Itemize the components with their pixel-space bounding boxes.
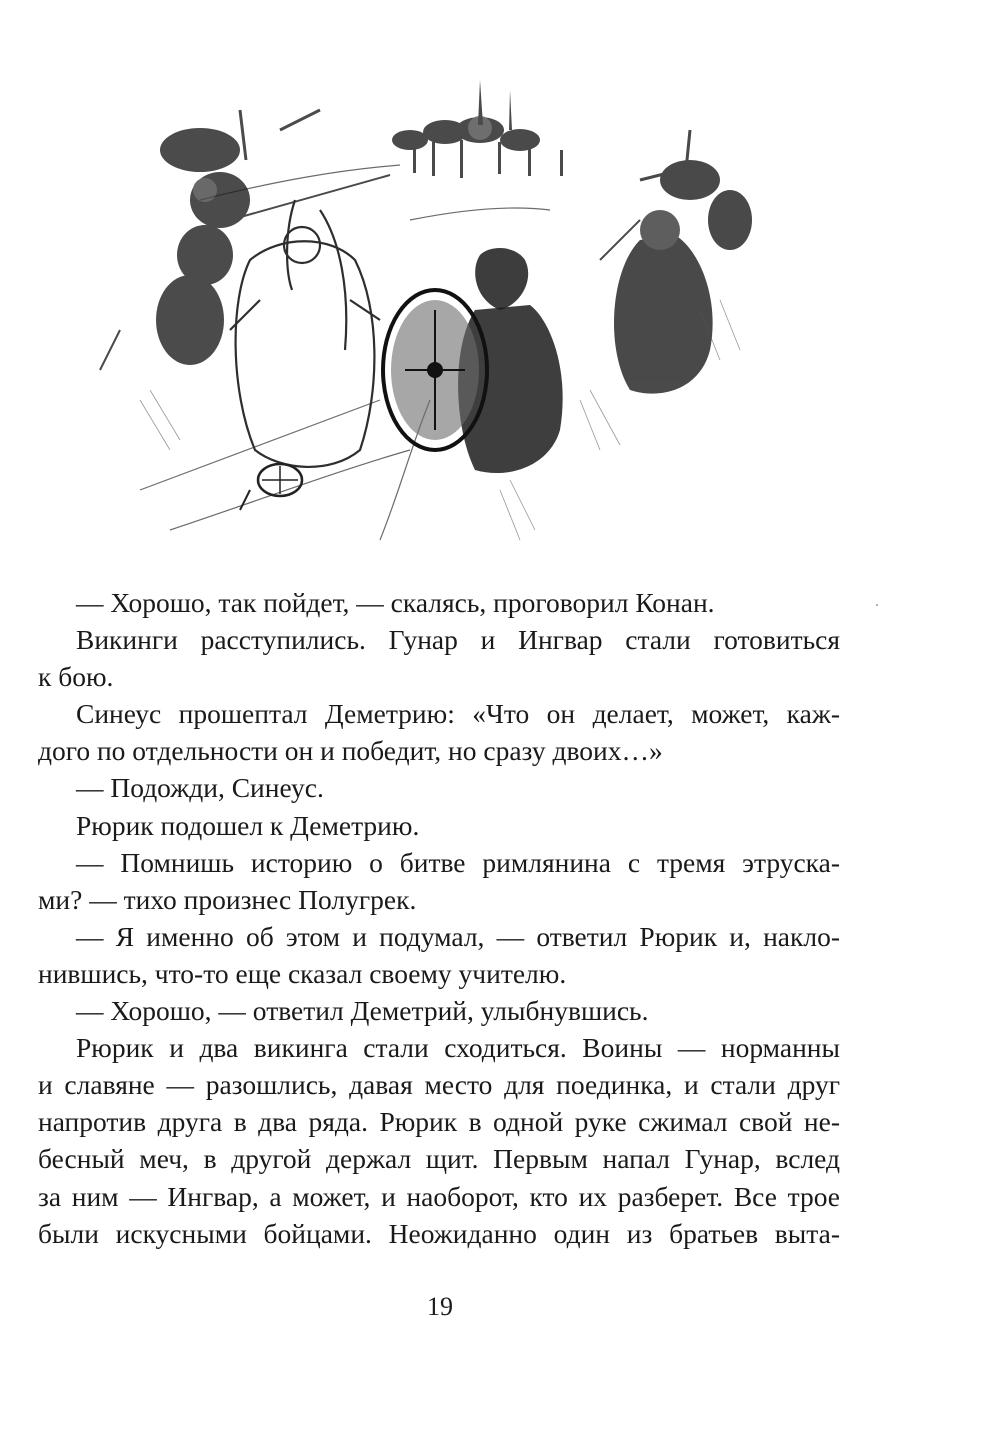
text-line: дого по отдельности он и победит, но сразу двоих…»: [38, 735, 663, 767]
body-text: [38, 584, 840, 1252]
page-number: 19: [427, 1292, 453, 1321]
text-line: — Хорошо, так пойдет, — скалясь, проговорил Конан.: [76, 587, 715, 618]
text-line: за ним — Ингвар, а может, и наоборот, кто их разберет. Все трое: [38, 1180, 840, 1212]
text-line: — Подожди, Синеус.: [76, 772, 324, 804]
text-line: были искусными бойцами. Неожиданно один из братьев выта-: [38, 1217, 840, 1249]
text-line: Викинги расступились. Гунар и Ингвар стали готовиться: [76, 624, 840, 656]
text-line: напротив друга в два ряда. Рюрик в одной руке сжимал свой не-: [38, 1106, 840, 1138]
text-line: Синеус прошептал Деметрию: «Что он делает, может, каж-: [76, 698, 840, 730]
text-line: ми? — тихо произнес Полугрек.: [38, 883, 417, 915]
text-line: Рюрик и два викинга стали сходиться. Воины — норманны: [76, 1032, 840, 1064]
battle-illustration: [80, 70, 800, 550]
text-line: Рюрик подошел к Деметрию.: [76, 809, 420, 841]
text-line: — Помнишь историю о битве римлянина с тремя этруска-: [76, 846, 840, 878]
text-line: — Я именно об этом и подумал, — ответил Рюрик и, накло-: [76, 920, 840, 952]
text-line: к бою.: [38, 661, 114, 693]
text-line: нившись, что-то еще сказал своему учителю.: [38, 957, 567, 989]
text-line: и славяне — разошлись, давая место для поединка, и стали друг: [38, 1069, 840, 1101]
stray-mark: [876, 604, 878, 606]
text-line: бесный меч, в другой держал щит. Первым напал Гунар, вслед: [38, 1143, 840, 1175]
text-line: — Хорошо, — ответил Деметрий, улыбнувшись.: [76, 995, 649, 1027]
